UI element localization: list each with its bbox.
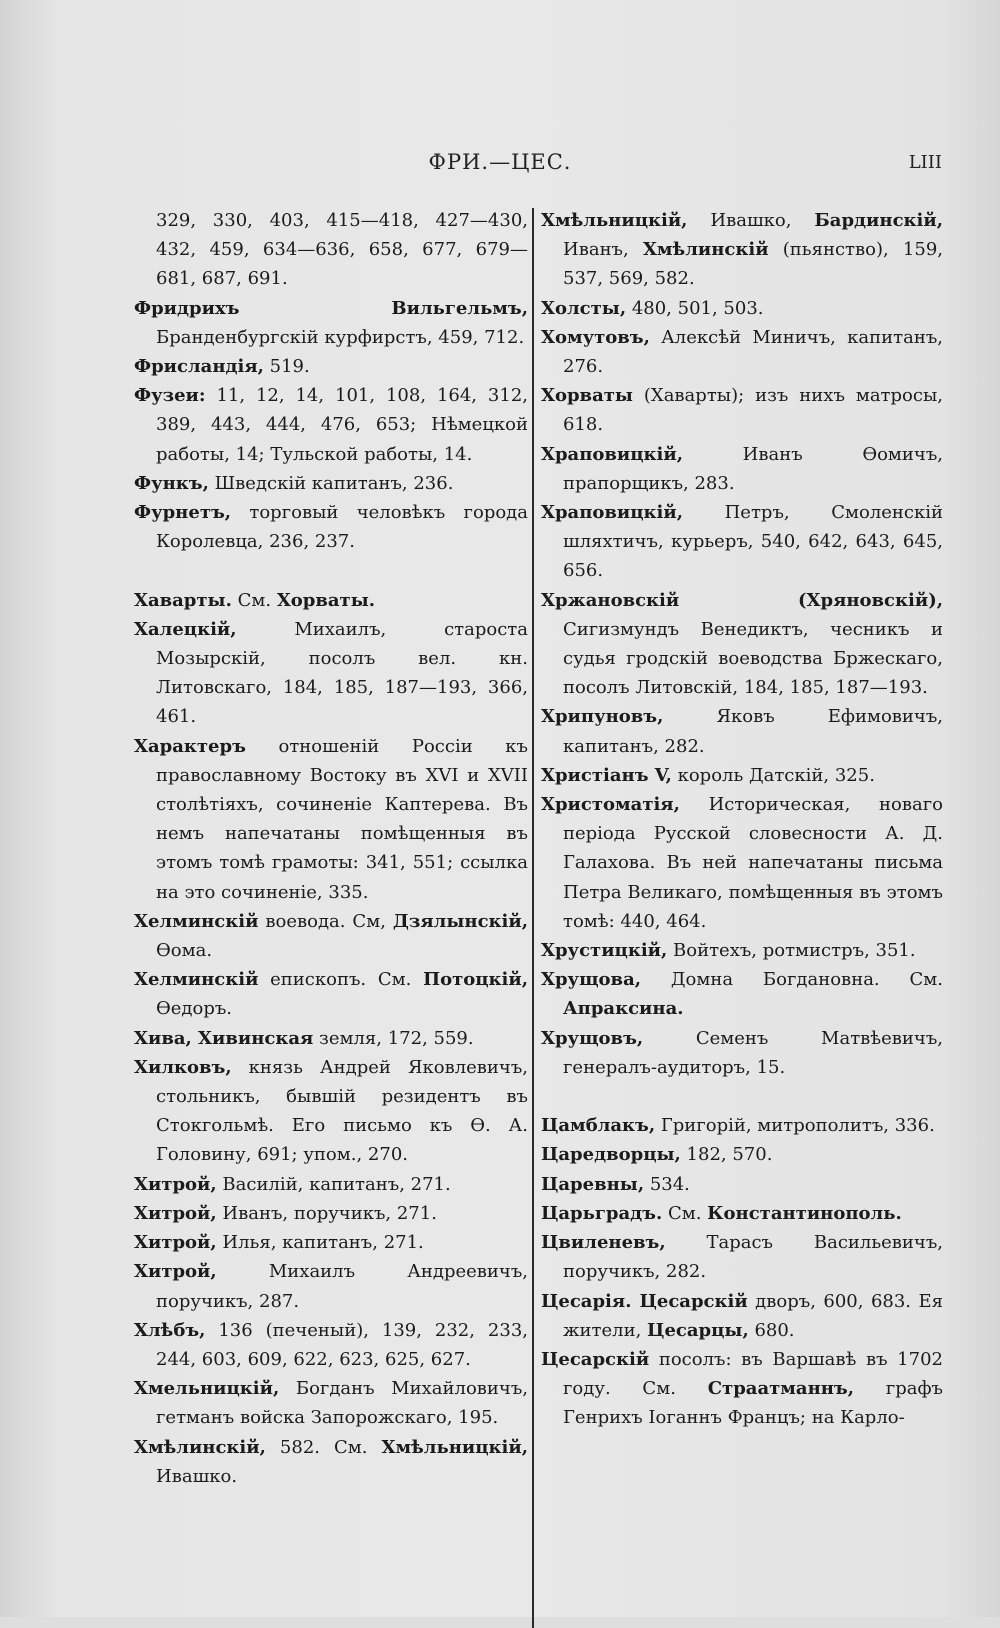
entry-text: Домна Богдановна. См.: [641, 969, 943, 991]
index-entry: [134, 498, 528, 556]
entry-text: (пьянство), 159, 537, 569, 582.: [563, 239, 943, 290]
index-entry: [134, 206, 528, 294]
index-entry: [134, 1374, 528, 1432]
right-column: [541, 206, 943, 1433]
index-entry: [134, 732, 528, 907]
index-entry: [134, 469, 528, 498]
entry-text: Семенъ Матвѣевичъ, генералъ-аудиторъ, 15.: [563, 1027, 943, 1078]
index-entry: [134, 381, 528, 469]
entry-text: Шведскій капитанъ, 236.: [208, 472, 454, 494]
index-entry: [541, 1111, 943, 1140]
left-column: [134, 206, 528, 1491]
entry-headword: Хива, Хивинская: [134, 1027, 314, 1049]
index-entry: [541, 1024, 943, 1082]
entry-text: 329, 330, 403, 415—418, 427—430, 432, 459, 634—636, 658, 677, 679—681, 687, 691.: [156, 210, 528, 290]
entry-headword: Цесарскій: [541, 1348, 650, 1370]
entry-headword: Цамблакъ,: [541, 1115, 656, 1137]
index-entry: [541, 294, 943, 323]
index-entry: [541, 586, 943, 703]
index-entry: [134, 1024, 528, 1053]
entry-headword: Царедворцы,: [541, 1144, 681, 1166]
entry-headword: Храповицкій,: [541, 443, 684, 465]
entry-text: 680.: [748, 1319, 795, 1341]
index-entry: [134, 1053, 528, 1170]
entry-headword: Царевны,: [541, 1173, 645, 1195]
index-entry: [134, 352, 528, 381]
entry-headword: Апраксина.: [563, 998, 684, 1020]
index-entry: [541, 206, 943, 294]
index-entry: [541, 1345, 943, 1433]
entry-text: земля, 172, 559.: [313, 1027, 474, 1049]
entry-headword: Фрисландія,: [134, 356, 264, 378]
entry-headword: Фузеи:: [134, 385, 206, 407]
entry-text: торговый человѣкъ города Королевца, 236, 237.: [156, 502, 528, 553]
entry-text: Историческая, новаго періода Русской словесности А. Д. Галахова. Въ ней напечатаны письма Петра Великаго, помѣщенныя въ этомъ томѣ: 440, 464.: [563, 794, 943, 932]
index-entry: [541, 790, 943, 936]
running-head: ФРИ.—ЦЕС.: [428, 150, 572, 174]
entry-headword: Хмѣльницкій,: [381, 1436, 528, 1458]
entry-headword: Холсты,: [541, 297, 627, 319]
entry-headword: Хрустицкій,: [541, 940, 668, 962]
entry-text: Иванъ,: [563, 239, 643, 261]
entry-headword: Храповицкій,: [541, 502, 684, 524]
entry-headword: Хржановскій (Хряновскій),: [541, 589, 943, 611]
entry-headword: Характеръ: [134, 735, 246, 757]
entry-text: 480, 501, 503.: [626, 297, 764, 319]
entry-text: Тарасъ Васильевичъ, поручикъ, 282.: [563, 1232, 943, 1283]
entry-headword: Халецкій,: [134, 618, 237, 640]
entry-headword: Хрущова,: [541, 969, 641, 991]
index-entry: [134, 1257, 528, 1315]
entry-headword: Потоцкій,: [423, 969, 528, 991]
entry-text: См.: [662, 1202, 708, 1224]
entry-headword: Цвиленевъ,: [541, 1232, 666, 1254]
entry-headword: Хитрой,: [134, 1232, 217, 1254]
index-entry: [541, 761, 943, 790]
index-entry: [134, 1433, 528, 1491]
entry-headword: Христоматія,: [541, 794, 680, 816]
entry-text: Бранденбургскій курфирстъ, 459, 712.: [156, 326, 525, 348]
section-gap: [134, 556, 528, 585]
column-divider: [532, 208, 534, 1628]
entry-text: Яковъ Ефимовичъ, капитанъ, 282.: [563, 706, 943, 757]
index-entry: [134, 965, 528, 1023]
entry-headword: Хмѣльницкій,: [541, 210, 688, 231]
entry-headword: Царьградъ.: [541, 1202, 663, 1224]
index-entry: [134, 1170, 528, 1199]
entry-headword: Хрущовъ,: [541, 1027, 644, 1049]
entry-headword: Цесарія. Цесарскій: [541, 1290, 748, 1312]
index-entry: [541, 1199, 943, 1228]
entry-headword: Хрипуновъ,: [541, 706, 664, 728]
entry-text: князь Андрей Яковлевичъ, стольникъ, бывшій резидентъ въ Стокгольмѣ. Его письмо къ Ѳ. А. Головину, 691; упом., 270.: [156, 1056, 528, 1166]
index-entry: [134, 907, 528, 965]
entry-headword: Хорваты: [541, 385, 633, 407]
entry-headword: Хелминскій: [134, 969, 259, 991]
entry-text: 582. См.: [265, 1436, 382, 1458]
entry-text: король Датскій, 325.: [671, 764, 875, 786]
entry-text: 136 (печеный), 139, 232, 233, 244, 603, 609, 622, 623, 625, 627.: [156, 1319, 528, 1370]
index-entry: [541, 440, 943, 498]
index-entry: [134, 615, 528, 732]
index-entry: [134, 1316, 528, 1374]
section-gap: [541, 1082, 943, 1111]
entry-headword: Хитрой,: [134, 1202, 217, 1224]
entry-text: графъ Генрихъ Іоганнъ Францъ; на Карло-: [563, 1378, 943, 1429]
entry-text: Петръ, Смоленскій шляхтичъ, курьеръ, 540, 642, 643, 645, 656.: [563, 502, 943, 582]
entry-text: 534.: [644, 1173, 690, 1195]
entry-headword: Дзялынскій,: [392, 910, 528, 932]
entry-headword: Хитрой,: [134, 1173, 217, 1195]
entry-headword: Хмельницкій,: [134, 1378, 280, 1400]
entry-text: Григорій, митрополитъ, 336.: [655, 1115, 935, 1137]
entry-text: воевода. См,: [258, 910, 393, 932]
entry-text: отношеній Россіи къ православному Востоку въ XVI и XVII столѣтіяхъ, сочиненіе Каптерева. Въ немъ напечатаны помѣщенныя въ этомъ томѣ грамоты: 341, 551; ссылка на это сочиненіе, 335.: [156, 735, 528, 903]
entry-headword: Фурнетъ,: [134, 502, 232, 524]
page-number: LIII: [908, 152, 942, 173]
entry-text: Богданъ Михайловичъ, гетманъ войска Запорожскаго, 195.: [156, 1378, 528, 1429]
index-entry: [541, 1228, 943, 1286]
index-entry: [134, 294, 528, 352]
entry-text: Ивашко,: [687, 210, 815, 231]
entry-headword: Фридрихъ Вильгельмъ,: [134, 297, 528, 319]
entry-text: Войтехъ, ротмистръ, 351.: [667, 940, 916, 962]
entry-headword: Хелминскій: [134, 910, 259, 932]
index-entry: [541, 1140, 943, 1169]
entry-headword: Функъ,: [134, 472, 209, 494]
entry-text: 182, 570.: [680, 1144, 773, 1166]
entry-headword: Константинополь.: [707, 1202, 902, 1224]
index-entry: [541, 323, 943, 381]
entry-text: Иванъ Ѳомичъ, прапорщикъ, 283.: [563, 443, 943, 494]
entry-headword: Христіанъ V,: [541, 764, 672, 786]
entry-text: Ѳома.: [156, 940, 213, 962]
index-entry: [541, 936, 943, 965]
index-entry: [541, 702, 943, 760]
entry-text: См.: [231, 589, 277, 611]
entry-headword: Цесарцы,: [647, 1319, 749, 1341]
index-entry: [541, 1287, 943, 1345]
entry-text: посолъ: въ Варшавѣ въ 1702 году. См.: [563, 1348, 943, 1400]
index-entry: [134, 1228, 528, 1257]
index-entry: [541, 1170, 943, 1199]
entry-text: Иванъ, поручикъ, 271.: [216, 1202, 437, 1224]
entry-text: Михаилъ Андреевичъ, поручикъ, 287.: [156, 1261, 528, 1312]
entry-headword: Хмѣлинскій,: [134, 1436, 266, 1458]
entry-text: дворъ, 600, 683. Ея жители,: [563, 1290, 943, 1341]
entry-headword: Хомутовъ,: [541, 326, 650, 348]
entry-text: Илья, капитанъ, 271.: [216, 1232, 424, 1254]
entry-headword: Страатманнъ,: [707, 1378, 854, 1400]
entry-headword: Бардинскій,: [814, 210, 943, 231]
entry-text: Сигизмундъ Венедиктъ, чесникъ и судья гродскій воеводства Бржескаго, посолъ Литовскій, 184, 185, 187—193.: [563, 618, 943, 699]
index-entry: [134, 586, 528, 615]
entry-text: 519.: [263, 356, 310, 378]
entry-headword: Хилковъ,: [134, 1056, 232, 1078]
entry-headword: Хаварты.: [134, 589, 232, 611]
entry-text: 11, 12, 14, 101, 108, 164, 312, 389, 443, 444, 476, 653; Нѣмецкой работы, 14; Тульской работы, 14.: [156, 385, 528, 465]
entry-headword: Хитрой,: [134, 1261, 217, 1283]
entry-headword: Хлѣбъ,: [134, 1319, 206, 1341]
index-entry: [541, 381, 943, 439]
index-entry: [134, 1199, 528, 1228]
entry-headword: Хорваты.: [276, 589, 376, 611]
index-entry: [541, 498, 943, 586]
entry-text: епископъ. См.: [258, 969, 424, 991]
entry-text: Ивашко.: [156, 1465, 238, 1487]
entry-text: Михаилъ, староста Мозырскій, посолъ вел. кн. Литовскаго, 184, 185, 187—193, 366, 461.: [156, 618, 528, 728]
entry-text: Василій, капитанъ, 271.: [216, 1173, 451, 1195]
entry-text: Алексѣй Миничъ, капитанъ, 276.: [563, 326, 943, 378]
entry-headword: Хмѣлинскій: [642, 239, 769, 261]
entry-text: Ѳедоръ.: [156, 998, 233, 1020]
entry-text: (Хаварты); изъ нихъ матросы, 618.: [563, 385, 943, 436]
index-entry: [541, 965, 943, 1023]
